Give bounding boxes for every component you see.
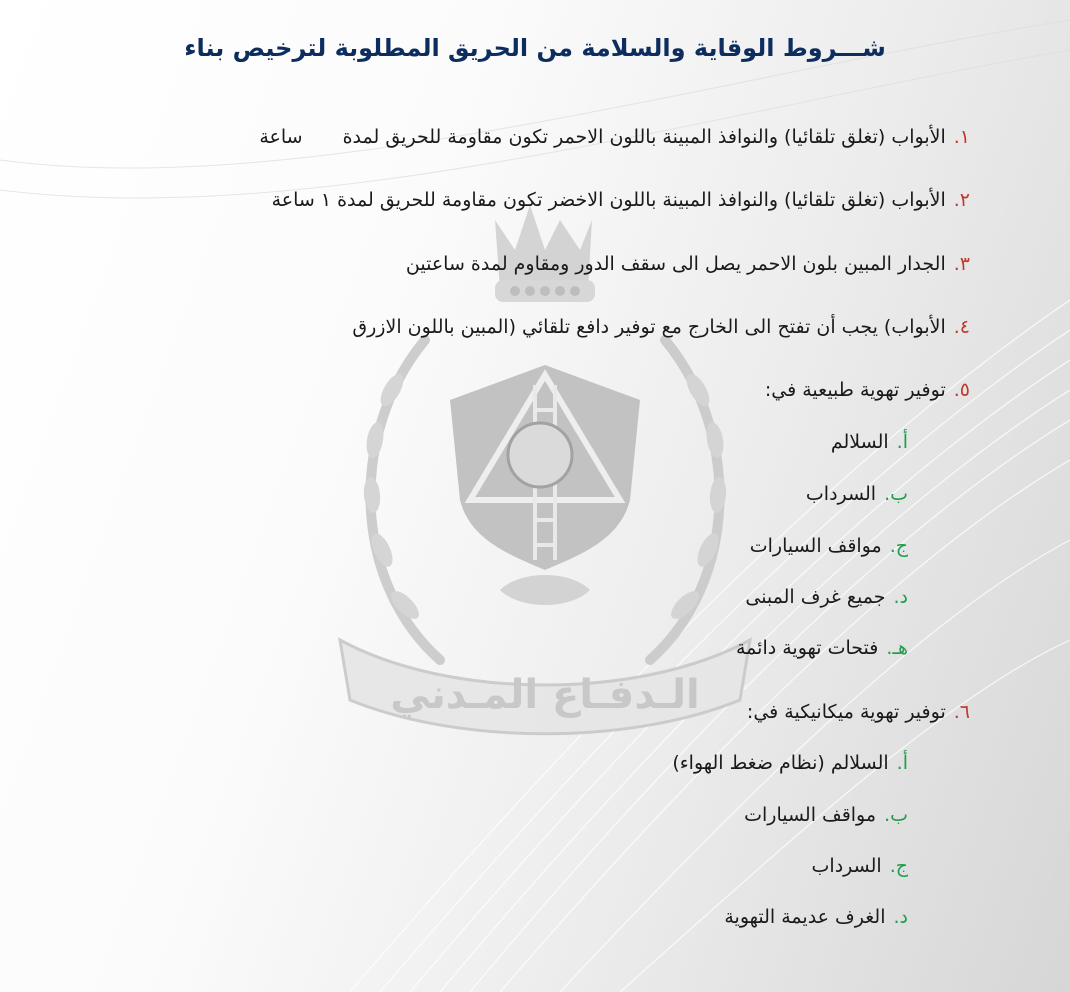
list-item-2: [272, 189, 970, 211]
list-item-5: [765, 379, 970, 401]
item-number: ٣.: [953, 253, 970, 275]
item-number: ٥.: [953, 379, 970, 401]
item-text: الأبواب) يجب أن تفتح الى الخارج مع توفير دافع تلقائي (المبين باللون الازرق: [352, 316, 946, 338]
sub-item-letter: ب.: [884, 483, 908, 505]
list-item-1: [259, 126, 970, 148]
sub-item-letter: ب.: [884, 804, 908, 826]
item-number: ٦.: [953, 701, 970, 723]
list-item-4: [352, 316, 970, 338]
item-suffix: ساعة: [259, 126, 303, 148]
sub-item-text: السرداب: [811, 855, 882, 877]
sub-item-letter: أ.: [896, 431, 908, 453]
sub-item: [724, 906, 908, 928]
sub-item-letter: هـ.: [886, 637, 908, 659]
sub-item: [744, 804, 908, 826]
sub-item-text: السلالم (نظام ضغط الهواء): [672, 752, 889, 774]
sub-item: [745, 586, 908, 608]
item-number: ٤.: [953, 316, 970, 338]
sub-item-text: السلالم: [830, 431, 889, 453]
sub-item: [736, 637, 908, 659]
item-text: الجدار المبين بلون الاحمر يصل الى سقف الدور ومقاوم لمدة ساعتين: [405, 253, 946, 275]
list-item-6: [747, 701, 970, 723]
sub-item: [672, 752, 908, 774]
item-number: ١.: [953, 126, 970, 148]
watermark-text: الـدفـاع المـدني: [390, 672, 700, 718]
page-title: شـــروط الوقاية والسلامة من الحريق المطلوبة لترخيص بناء: [184, 34, 886, 62]
civil-defense-emblem: [330, 200, 760, 760]
sub-item-text: مواقف السيارات: [749, 535, 882, 557]
sub-item-text: الغرف عديمة التهوية: [724, 906, 886, 928]
item-text: توفير تهوية ميكانيكية في:: [746, 701, 946, 723]
sub-item-letter: ج.: [889, 855, 908, 877]
sub-item-letter: أ.: [896, 752, 908, 774]
item-text: توفير تهوية طبيعية في:: [764, 379, 946, 401]
sub-item-text: السرداب: [805, 483, 877, 505]
list-item-3: [406, 253, 970, 275]
item-text: الأبواب (تغلق تلقائيا) والنوافذ المبينة باللون الاخضر تكون مقاومة للحريق لمدة ١ ساعة: [271, 189, 946, 211]
sub-item-letter: د.: [893, 586, 908, 608]
sub-item: [831, 431, 908, 453]
item-text: الأبواب (تغلق تلقائيا) والنوافذ المبينة باللون الاحمر تكون مقاومة للحريق لمدة: [342, 126, 946, 148]
sub-item: [750, 535, 908, 557]
sub-item-text: فتحات تهوية دائمة: [735, 637, 879, 659]
sub-item-text: جميع غرف المبنى: [745, 586, 886, 608]
sub-item-letter: ج.: [889, 535, 908, 557]
sub-item: [812, 855, 908, 877]
sub-item-text: مواقف السيارات: [744, 804, 877, 826]
sub-item-letter: د.: [893, 906, 908, 928]
item-number: ٢.: [953, 189, 970, 211]
sub-item: [806, 483, 908, 505]
